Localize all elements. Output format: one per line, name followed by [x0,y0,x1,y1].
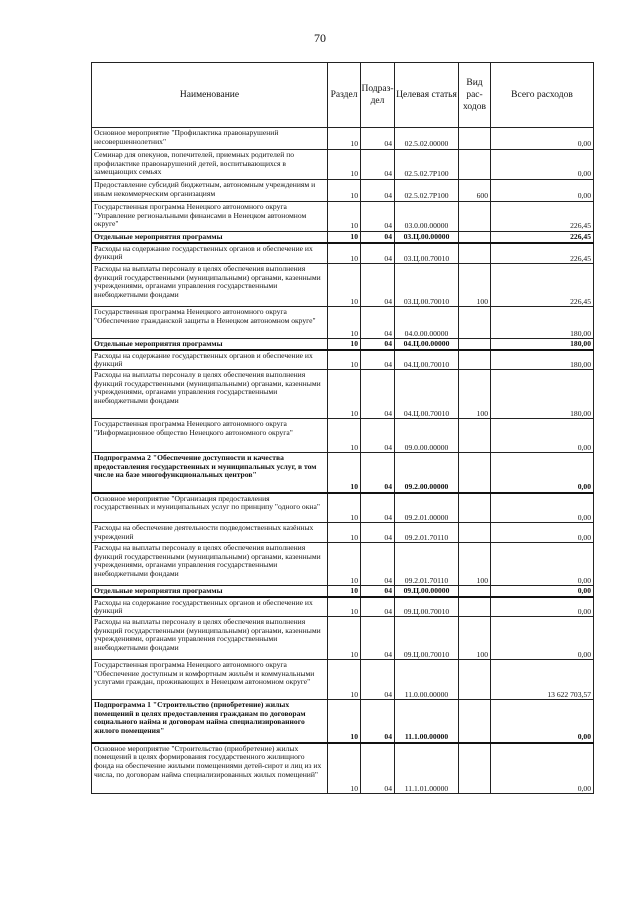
row-type-cell [459,597,491,617]
row-section-cell: 10 [328,232,361,243]
row-subsection-cell: 04 [361,700,395,743]
row-subsection-cell: 04 [361,243,395,264]
row-section-cell: 10 [328,523,361,543]
table-row [92,493,594,523]
row-name-cell: Расходы на содержание государственных органов и обеспечение их функций [92,243,328,264]
row-type-cell: 100 [459,543,491,586]
row-section-cell: 10 [328,543,361,586]
row-type-cell [459,700,491,743]
row-section-cell: 10 [328,339,361,350]
row-type-cell [459,243,491,264]
row-type-cell [459,350,491,370]
row-type-cell [459,453,491,493]
row-subsection-cell: 04 [361,660,395,700]
row-section-cell: 10 [328,660,361,700]
table-row [92,453,594,493]
row-name-cell: Основное мероприятие "Организация предоставления государственных и муниципальных услуг по принципу "одного окна" [92,493,328,523]
table-row [92,128,594,150]
header-section: Раздел [328,63,361,128]
row-section-cell: 10 [328,307,361,339]
row-article-cell: 09.2.01.70110 [395,523,459,543]
row-subsection-cell: 04 [361,307,395,339]
row-section-cell: 10 [328,597,361,617]
row-article-cell: 09.0.00.00000 [395,419,459,453]
table-row [92,743,594,794]
row-type-cell [459,660,491,700]
row-subsection-cell: 04 [361,180,395,202]
row-type-cell [459,586,491,597]
table-row [92,232,594,243]
row-type-cell: 100 [459,370,491,419]
table-row [92,339,594,350]
row-name-cell: Отдельные мероприятия программы [92,586,328,597]
row-subsection-cell: 04 [361,339,395,350]
row-name-cell: Государственная программа Ненецкого автономного округа "Обеспечение доступным и комфортным жильём и коммунальными услугами граждан, проживающих в Ненецком автономном округе" [92,660,328,700]
row-article-cell: 02.5.02.00000 [395,128,459,150]
row-section-cell: 10 [328,617,361,660]
row-type-cell [459,419,491,453]
row-article-cell: 04.Ц.00.70010 [395,350,459,370]
row-subsection-cell: 04 [361,350,395,370]
row-total-cell: 0,00 [491,180,594,202]
row-article-cell: 11.0.00.00000 [395,660,459,700]
row-name-cell: Расходы на выплаты персоналу в целях обеспечения выполнения функций государственными (муниципальными) органами, казенными учреждениями, органами управления государственными внебюджетными фондами [92,543,328,586]
row-total-cell: 0,00 [491,523,594,543]
row-total-cell: 226,45 [491,243,594,264]
row-type-cell: 100 [459,617,491,660]
table-row [92,617,594,660]
row-section-cell: 10 [328,453,361,493]
row-type-cell [459,493,491,523]
row-section-cell: 10 [328,419,361,453]
table-row [92,370,594,419]
row-type-cell: 100 [459,264,491,307]
row-section-cell: 10 [328,350,361,370]
row-article-cell: 04.Ц.00.00000 [395,339,459,350]
row-total-cell: 13 622 703,57 [491,660,594,700]
row-total-cell: 0,00 [491,493,594,523]
row-total-cell: 0,00 [491,586,594,597]
row-subsection-cell: 04 [361,743,395,794]
row-name-cell: Основное мероприятие "Строительство (приобретение) жилых помещений в целях формирования государственного жилищного фонда на обеспечение жилыми помещениями детей-сирот и лиц из их числа, по договорам найма специализированных жилых помещений" [92,743,328,794]
row-subsection-cell: 04 [361,419,395,453]
row-name-cell: Подпрограмма 2 "Обеспечение доступности и качества предоставления государственных и муниципальных услуг, в том числе на базе многофункциональных центров" [92,453,328,493]
row-article-cell: 03.Ц.00.00000 [395,232,459,243]
row-article-cell: 09.Ц.00.70010 [395,617,459,660]
row-name-cell: Расходы на выплаты персоналу в целях обеспечения выполнения функций государственными (муниципальными) органами, казенными учреждениями, органами управления государственными внебюджетными фондами [92,264,328,307]
header-subsection: Подраз-дел [361,63,395,128]
row-name-cell: Расходы на обеспечение деятельности подведомственных казённых учреждений [92,523,328,543]
row-total-cell: 0,00 [491,617,594,660]
table-row [92,202,594,232]
row-name-cell: Предоставление субсидий бюджетным, автономным учреждениям и иным некоммерческим организациям [92,180,328,202]
table-row [92,660,594,700]
row-article-cell: 04.0.00.00000 [395,307,459,339]
header-total: Всего расходов [491,63,594,128]
row-total-cell: 180,00 [491,350,594,370]
row-article-cell: 02.5.02.7Р100 [395,150,459,180]
table-row [92,700,594,743]
row-name-cell: Расходы на выплаты персоналу в целях обеспечения выполнения функций государственными (муниципальными) органами, казенными учреждениями, органами управления государственными внебюджетными фондами [92,617,328,660]
row-section-cell: 10 [328,370,361,419]
row-type-cell [459,150,491,180]
table-row [92,586,594,597]
table-row [92,264,594,307]
row-section-cell: 10 [328,202,361,232]
header-target-article: Целевая статья [395,63,459,128]
row-subsection-cell: 04 [361,232,395,243]
row-article-cell: 04.Ц.00.70010 [395,370,459,419]
row-name-cell: Государственная программа Ненецкого автономного округа "Управление региональными финансами в Ненецком автономном округе" [92,202,328,232]
row-subsection-cell: 04 [361,453,395,493]
row-type-cell [459,307,491,339]
row-section-cell: 10 [328,243,361,264]
header-expense-type: Вид рас-ходов [459,63,491,128]
row-total-cell: 180,00 [491,370,594,419]
row-total-cell: 0,00 [491,419,594,453]
row-section-cell: 10 [328,264,361,307]
row-subsection-cell: 04 [361,543,395,586]
row-article-cell: 09.2.01.70110 [395,543,459,586]
row-total-cell: 0,00 [491,543,594,586]
row-name-cell: Государственная программа Ненецкого автономного округа "Информационное общество Ненецкого автономного округа" [92,419,328,453]
row-section-cell: 10 [328,586,361,597]
row-total-cell: 0,00 [491,150,594,180]
header-name: Наименование [92,63,328,128]
row-article-cell: 03.Ц.00.70010 [395,243,459,264]
row-type-cell: 600 [459,180,491,202]
row-total-cell: 0,00 [491,597,594,617]
table-row [92,419,594,453]
table-row [92,180,594,202]
row-article-cell: 02.5.02.7Р100 [395,180,459,202]
table-row [92,543,594,586]
row-article-cell: 09.Ц.00.70010 [395,597,459,617]
row-type-cell [459,743,491,794]
row-subsection-cell: 04 [361,202,395,232]
row-type-cell [459,523,491,543]
row-name-cell: Отдельные мероприятия программы [92,232,328,243]
row-subsection-cell: 04 [361,597,395,617]
row-total-cell: 226,45 [491,232,594,243]
row-name-cell: Расходы на содержание государственных органов и обеспечение их функций [92,597,328,617]
row-type-cell [459,339,491,350]
row-total-cell: 226,45 [491,264,594,307]
row-section-cell: 10 [328,150,361,180]
row-subsection-cell: 04 [361,264,395,307]
row-name-cell: Расходы на содержание государственных органов и обеспечение их функций [92,350,328,370]
row-section-cell: 10 [328,743,361,794]
row-subsection-cell: 04 [361,586,395,597]
row-section-cell: 10 [328,493,361,523]
table-header-row [92,63,594,128]
row-total-cell: 180,00 [491,339,594,350]
row-subsection-cell: 04 [361,617,395,660]
row-subsection-cell: 04 [361,493,395,523]
row-article-cell: 11.1.01.00000 [395,743,459,794]
row-section-cell: 10 [328,180,361,202]
row-total-cell: 180,00 [491,307,594,339]
table-row [92,523,594,543]
row-article-cell: 11.1.00.00000 [395,700,459,743]
table-row [92,307,594,339]
row-article-cell: 03.Ц.00.70010 [395,264,459,307]
row-name-cell: Основное мероприятие "Профилактика правонарушений несовершеннолетних" [92,128,328,150]
row-subsection-cell: 04 [361,128,395,150]
row-total-cell: 0,00 [491,453,594,493]
page-number: 70 [314,31,326,45]
row-section-cell: 10 [328,700,361,743]
row-article-cell: 09.Ц.00.00000 [395,586,459,597]
row-total-cell: 0,00 [491,700,594,743]
row-name-cell: Подпрограмма 1 "Строительство (приобретение) жилых помещений в целях предоставления гражданам по договорам социального найма и договорам найма специализированного жилого помещения" [92,700,328,743]
row-name-cell: Отдельные мероприятия программы [92,339,328,350]
table-row [92,243,594,264]
row-type-cell [459,128,491,150]
row-type-cell [459,232,491,243]
row-name-cell: Расходы на выплаты персоналу в целях обеспечения выполнения функций государственными (муниципальными) органами, казенными учреждениями, органами управления государственными внебюджетными фондами [92,370,328,419]
row-total-cell: 226,45 [491,202,594,232]
table-row [92,350,594,370]
row-subsection-cell: 04 [361,523,395,543]
table-row [92,597,594,617]
row-name-cell: Государственная программа Ненецкого автономного округа "Обеспечение гражданской защиты в Ненецком автономном округе" [92,307,328,339]
row-subsection-cell: 04 [361,370,395,419]
row-article-cell: 09.2.00.00000 [395,453,459,493]
row-article-cell: 09.2.01.00000 [395,493,459,523]
row-section-cell: 10 [328,128,361,150]
row-name-cell: Семинар для опекунов, попечителей, приемных родителей по профилактике правонарушений детей, воспитывающихся в замещающих семьях [92,150,328,180]
row-type-cell [459,202,491,232]
expenditure-table [91,62,594,794]
row-total-cell: 0,00 [491,743,594,794]
row-subsection-cell: 04 [361,150,395,180]
table-row [92,150,594,180]
row-article-cell: 03.0.00.00000 [395,202,459,232]
row-total-cell: 0,00 [491,128,594,150]
